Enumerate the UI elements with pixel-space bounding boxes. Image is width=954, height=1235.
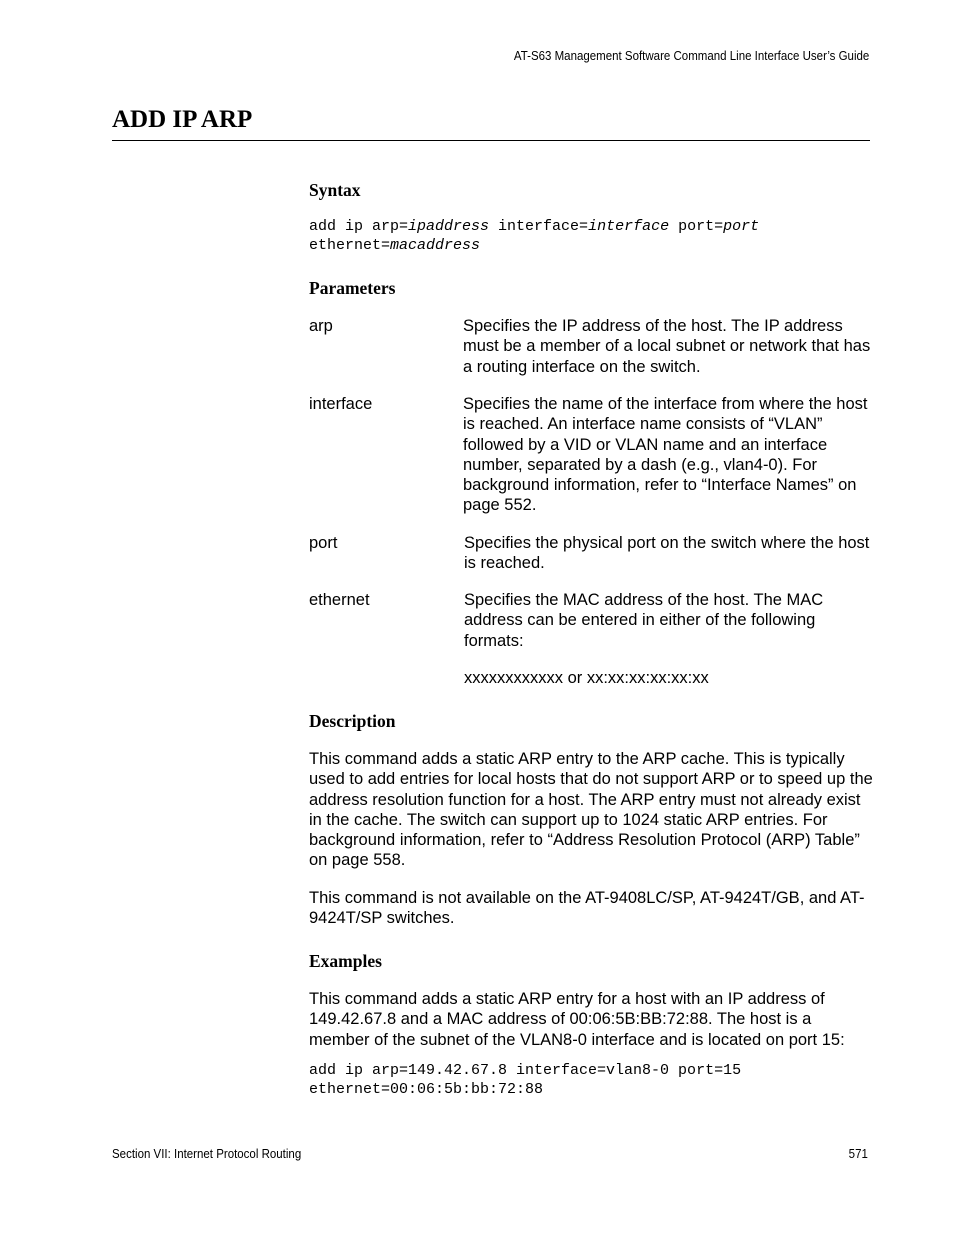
- description-paragraph-1: This command adds a static ARP entry to the ARP cache. This is typically used to add entries for local hosts that do not support ARP or to speed up the address resolution function for a host. The ARP entry must not already exist in the cache. The switch can support up to 1024 static ARP entries. For background information, refer to “Address Resolution Protocol (ARP) Table” on page 558.: [309, 750, 873, 870]
- syntax-token: port=: [669, 218, 724, 235]
- syntax-line-1: [309, 217, 759, 236]
- param-desc-port: Specifies the physical port on the switch where the host is reached.: [464, 534, 870, 573]
- syntax-line-2: [309, 236, 480, 255]
- description-paragraph-2: This command is not available on the AT-9408LC/SP, AT-9424T/GB, and AT-9424T/SP switches.: [309, 889, 865, 928]
- syntax-token: interface: [588, 218, 670, 235]
- syntax-heading: Syntax: [309, 180, 361, 200]
- syntax-token: interface=: [489, 218, 589, 235]
- example-code-line-2: ethernet=00:06:5b:bb:72:88: [309, 1081, 544, 1098]
- running-header: AT-S63 Management Software Command Line Interface User’s Guide: [513, 49, 869, 63]
- parameters-heading: Parameters: [309, 278, 396, 298]
- param-desc-interface: Specifies the name of the interface from where the host is reached. An interface name consists of “VLAN” followed by a VID or VLAN name and an interface number, separated by a dash (e.g., vlan4-0). For background information, refer to “Interface Names” on page 552.: [463, 395, 868, 515]
- syntax-token: add ip arp=: [309, 218, 409, 235]
- param-desc-ethernet: Specifies the MAC address of the host. The MAC address can be entered in either of the following formats:: [464, 591, 824, 650]
- examples-paragraph: This command adds a static ARP entry for a host with an IP address of 149.42.67.8 and a MAC address of 00:06:5B:BB:72:88. The host is a member of the subnet of the VLAN8-0 interface and is located on port 15:: [309, 990, 845, 1049]
- param-name-arp: arp: [309, 317, 333, 335]
- title-rule: [112, 140, 870, 141]
- syntax-token: ipaddress: [408, 218, 490, 235]
- syntax-token: ethernet=: [309, 237, 391, 254]
- example-code-line-1: add ip arp=149.42.67.8 interface=vlan8-0 port=15: [309, 1062, 742, 1079]
- page-title: ADD IP ARP: [112, 106, 253, 133]
- param-desc-arp: Specifies the IP address of the host. The IP address must be a member of a local subnet or network that has a routing interface on the switch.: [463, 317, 871, 376]
- mac-formats-line: xxxxxxxxxxxx or xx:xx:xx:xx:xx:xx: [464, 669, 709, 687]
- syntax-token: port: [723, 218, 760, 235]
- footer-section: Section VII: Internet Protocol Routing: [112, 1147, 302, 1161]
- syntax-token: macaddress: [390, 237, 481, 254]
- param-name-ethernet: ethernet: [309, 591, 370, 609]
- param-name-interface: interface: [309, 395, 373, 413]
- examples-heading: Examples: [309, 951, 382, 971]
- param-name-port: port: [309, 534, 338, 552]
- footer-page-number: 571: [848, 1147, 868, 1161]
- description-heading: Description: [309, 711, 396, 731]
